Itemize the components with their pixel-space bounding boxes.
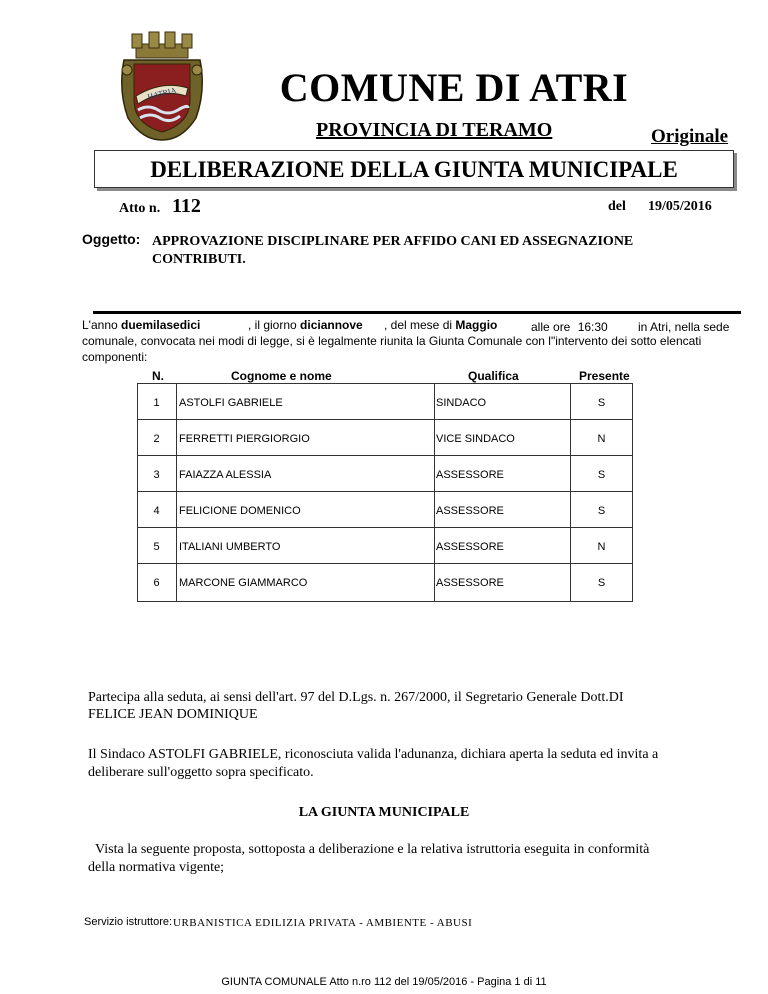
- table-rule: [137, 383, 633, 384]
- subject-line-2: CONTRIBUTI.: [152, 252, 246, 267]
- secretary-paragraph-line-1: Partecipa alla seduta, ai sensi dell'art. 97 del D.Lgs. n. 267/2000, il Segretario Generale Dott.DI: [88, 690, 624, 705]
- municipality-title: COMUNE DI ATRI: [279, 65, 629, 110]
- cell-n: 5: [153, 541, 160, 553]
- header-name: Cognome e nome: [231, 369, 332, 383]
- table-row: [137, 493, 633, 529]
- service-value: URBANISTICA EDILIZIA PRIVATA - AMBIENTE - ABUSI: [173, 917, 473, 929]
- secretary-paragraph-line-2: FELICE JEAN DOMINIQUE: [88, 707, 258, 722]
- table-row: [137, 421, 633, 457]
- intro-month: Maggio: [455, 318, 498, 332]
- cell-qualifica: ASSESSORE: [436, 469, 504, 481]
- atto-number: 112: [172, 195, 201, 217]
- cell-qualifica: VICE SINDACO: [436, 433, 515, 445]
- subject-label: Oggetto:: [82, 231, 141, 247]
- cell-name: ASTOLFI GABRIELE: [179, 397, 283, 409]
- atto-label: Atto n.: [119, 201, 161, 216]
- cell-presente: S: [597, 469, 606, 481]
- cell-n: 2: [153, 433, 160, 445]
- intro-text-day-label: , il giorno: [248, 318, 297, 332]
- intro-text-anno-label: L'anno: [82, 318, 118, 332]
- table-row: [137, 457, 633, 493]
- table-row: [137, 529, 633, 565]
- cell-n: 3: [153, 469, 160, 481]
- cell-name: FERRETTI PIERGIORGIO: [179, 433, 310, 445]
- table-row: [137, 565, 633, 601]
- intro-time: 16:30: [577, 320, 608, 334]
- cell-n: 1: [153, 397, 160, 409]
- members-table: [137, 383, 633, 602]
- cell-presente: N: [597, 433, 606, 445]
- proposal-paragraph-line-2: della normativa vigente;: [88, 860, 225, 875]
- intro-day: diciannove: [300, 318, 363, 332]
- intro-line-2: comunale, convocata nei modi di legge, si è legalmente riunita la Giunta Comunale con l"intervento dei sotto elencati: [82, 334, 702, 348]
- header-presente: Presente: [579, 369, 630, 383]
- intro-place: in Atri, nella sede: [638, 320, 730, 334]
- original-label: Originale: [651, 126, 729, 147]
- header-qualifica: Qualifica: [468, 369, 519, 383]
- cell-qualifica: ASSESSORE: [436, 577, 504, 589]
- cell-name: FAIAZZA ALESSIA: [179, 469, 272, 481]
- cell-presente: S: [597, 577, 606, 589]
- intro-line-3: componenti:: [82, 350, 148, 364]
- section-divider: [93, 311, 741, 314]
- table-rule: [137, 601, 633, 602]
- table-row: [137, 385, 633, 421]
- act-date: 19/05/2016: [648, 199, 712, 214]
- cell-qualifica: ASSESSORE: [436, 541, 504, 553]
- subject-line-1: APPROVAZIONE DISCIPLINARE PER AFFIDO CANI ED ASSEGNAZIONE: [152, 234, 634, 249]
- cell-presente: S: [597, 505, 606, 517]
- cell-n: 4: [153, 505, 160, 517]
- header-n: N.: [152, 369, 164, 383]
- subject-text: [152, 233, 712, 269]
- intro-day-group: [248, 317, 363, 333]
- cell-qualifica: SINDACO: [436, 397, 487, 409]
- deliberation-heading: DELIBERAZIONE DELLA GIUNTA MUNICIPALE: [94, 150, 734, 188]
- cell-qualifica: ASSESSORE: [436, 505, 504, 517]
- giunta-heading: LA GIUNTA MUNICIPALE: [298, 805, 470, 820]
- proposal-paragraph-line-1: Vista la seguente proposta, sottoposta a deliberazione e la relativa istruttoria eseguita in conformità: [95, 842, 650, 857]
- intro-text-month-label: , del mese di: [384, 318, 453, 332]
- cell-presente: S: [597, 397, 606, 409]
- province-name: PROVINCIA DI TERAMO: [316, 119, 553, 141]
- page-footer: GIUNTA COMUNALE Atto n.ro 112 del 19/05/2016 - Pagina 1 di 11: [221, 976, 547, 988]
- cell-name: ITALIANI UMBERTO: [179, 541, 281, 553]
- intro-line-1: [82, 317, 200, 333]
- cell-n: 6: [153, 577, 160, 589]
- crest-banner-text: HATRIA: [146, 85, 178, 102]
- intro-year: duemilasedici: [121, 318, 201, 332]
- service-label: Servizio istruttore:: [84, 916, 173, 928]
- cell-name: FELICIONE DOMENICO: [179, 505, 301, 517]
- cell-presente: N: [597, 541, 606, 553]
- intro-text-time-label: alle ore: [531, 320, 571, 334]
- intro-month-group: [384, 317, 497, 333]
- date-label: del: [608, 199, 626, 214]
- cell-name: MARCONE GIAMMARCO: [179, 577, 308, 589]
- mayor-paragraph-line-1: Il Sindaco ASTOLFI GABRIELE, riconosciuta valida l'adunanza, dichiara aperta la seduta ed invita a: [88, 747, 659, 762]
- mayor-paragraph-line-2: deliberare sull'oggetto sopra specificato.: [88, 765, 314, 780]
